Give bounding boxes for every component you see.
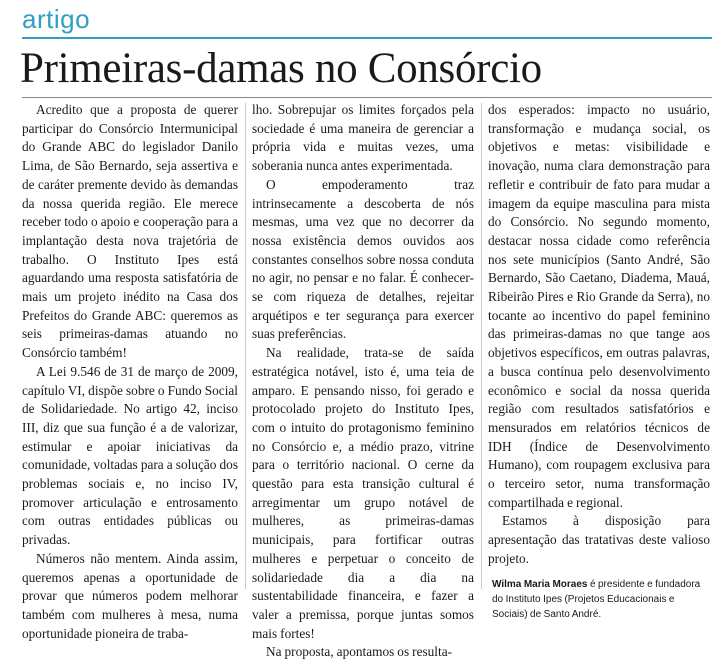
paragraph: Na proposta, apontamos os resulta- (266, 644, 453, 660)
section-label: artigo (22, 4, 91, 34)
author-bio: é presidente e fundadora do Instituto Ipes (Projetos Educacionais e Sociais) de Santo André. (492, 578, 701, 620)
headline-divider (22, 97, 712, 98)
article-headline: Primeiras-damas no Consórcio (20, 45, 542, 92)
section-divider (22, 37, 712, 39)
article-column-1 (22, 101, 238, 641)
paragraph-continuation: dos esperados: impacto no usuário, transformação e mudança social, os objetivos e metas: visibilidade e inovação, numa clara demonstração para refletir e contribuir de fato para mudar a imagem da equipe masculina para mista do Consórcio. No segundo momento, destacar nossa cidade como referência nos sete municípios (Santo André, São Bernardo, São Caetano, Diadema, Mauá, Ribeirão Pires e Rio Grande da Serra), no tocante ao incentivo do papel feminino das primeiras-damas no que tange aos objetivos específicos, em outras palavras, a busca contínua pelo desenvolvimento econômico e social da nossa querida região com resultados satisfatórios e mensurados em relatórios técnicos de IDH (Índice de Desenvolvimento Humano), com roupagem exclusiva para o terceiro setor, numa transformação compartilhada e regional. (488, 102, 710, 510)
article-column-3 (488, 101, 710, 620)
paragraph: A Lei 9.546 de 31 de março de 2009, capítulo VI, dispõe sobre o Fundo Social de Solidariedade. No artigo 42, inciso III, diz que sua função é a de valorizar, estimular e apoiar iniciativas da comunidade, voltadas para a solução dos problemas sociais e, no inciso IV, promover articulação e entrosamento com outras entidades públicas ou privadas. (22, 363, 238, 548)
author-name: Wilma Maria Moraes (492, 578, 588, 590)
paragraph: Acredito que a proposta de querer participar do Consórcio Intermunicipal do Grande ABC do legislador Danilo Lima, de São Bernardo, seja assertiva e de caráter premente devido às demandas da nossa querida região. Ele merece receber todo o apoio e cooperação para a implantação desta nova trajetória de trabalho. O Instituto Ipes está aguardando uma resposta satisfatória de mais um projeto inédito na Casa dos Prefeitos do Grande ABC: queremos as seis primeiras-damas atuando no Consórcio também! (22, 102, 238, 361)
paragraph: O empoderamento traz intrinsecamente a descoberta de nós mesmas, uma vez que no decorrer da nossa existência demos ouvidos aos constantes conselhos sobre nossa conduta no agir, no pensar e no falar. É conhecer-se com riqueza de detalhes, rejeitar arquétipos e ter segurança para exercer suas preferências. (252, 176, 474, 342)
paragraph-continuation: lho. Sobrepujar os limites forçados pela sociedade é uma maneira de gerenciar a própria vida e muitas vezes, uma soberania nunca antes experimentada. (252, 102, 474, 174)
paragraph: Estamos à disposição para apresentação das tratativas deste valioso projeto. (488, 513, 710, 566)
column-divider (245, 103, 246, 589)
author-signature (488, 577, 710, 622)
paragraph: Números não mentem. Ainda assim, queremos apenas a oportunidade de provar que números podem melhorar também com mulheres à mesa, numa oportunidade pioneira de traba- (22, 550, 238, 641)
article-column-2 (252, 101, 474, 660)
paragraph: Na realidade, trata-se de saída estratégica notável, isto é, uma teia de amparo. E pensando nisso, foi gerado e protocolado projeto do Instituto Ipes, com o intuito do protagonismo feminino no Consórcio e, a médio prazo, vitrine para o território nacional. O cerne da questão para esta transição cultural é arregimentar um grupo notável de mulheres, as primeiras-damas municipais, para fortificar outras mulheres e perpetuar o conceito de solidariedade dia a dia na sustentabilidade financeira, e fazer a valer a premissa, porque juntas somos mais fortes! (252, 345, 474, 641)
column-divider (481, 103, 482, 589)
